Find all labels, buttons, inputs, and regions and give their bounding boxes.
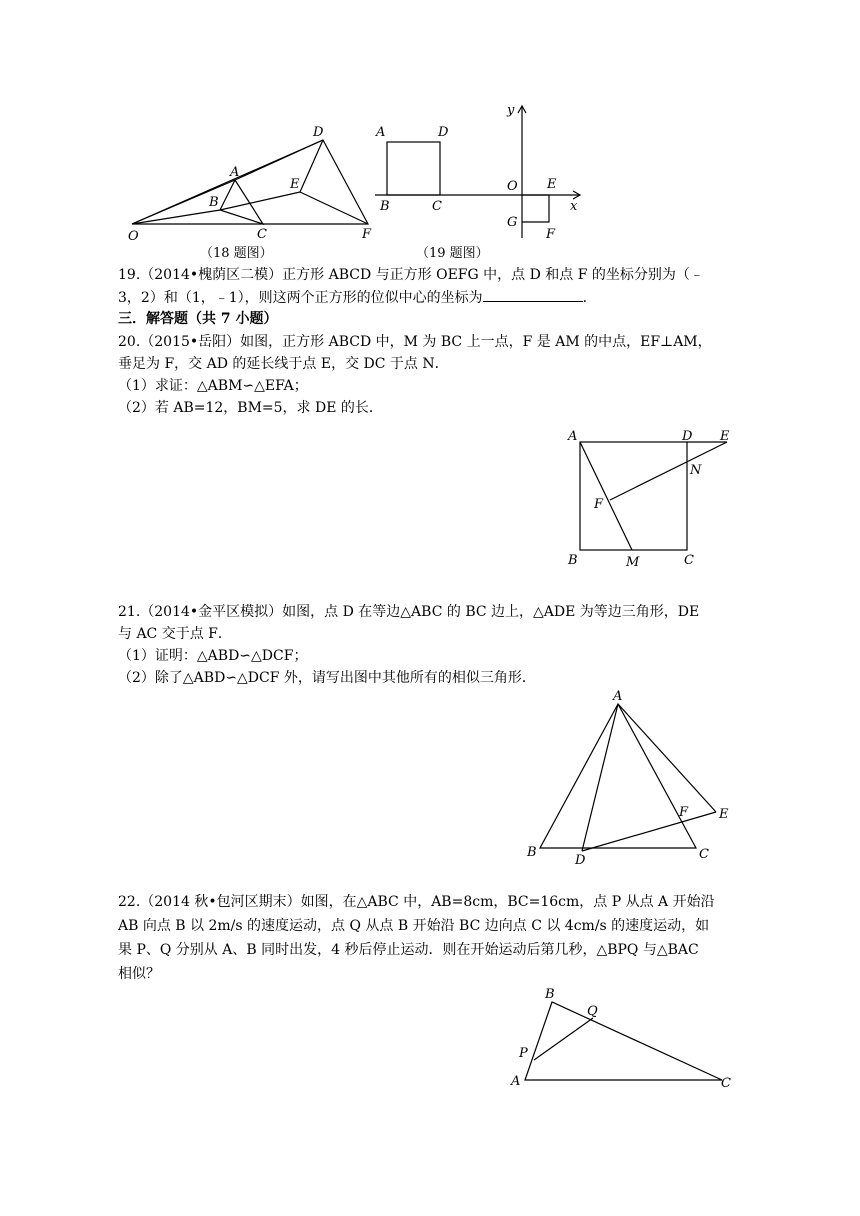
figure-21 xyxy=(520,690,740,865)
fig21-label-a: A xyxy=(613,690,623,704)
fig19-label-y: y xyxy=(507,103,515,118)
fig19-square-oefg xyxy=(522,195,549,222)
fig20-label-n: N xyxy=(690,463,702,478)
fig22-label-c: C xyxy=(721,1076,731,1091)
fig22-label-p: P xyxy=(519,1046,528,1061)
fig20-square-abcd xyxy=(580,442,687,550)
q19-answer-blank xyxy=(483,288,583,302)
fig21-label-c: C xyxy=(699,847,709,862)
fig18-line-ad xyxy=(235,140,323,180)
q22-line-1: 22.（2014 秋•包河区期末）如图，在△ABC 中，AB=8cm，BC=16cm，点 P 从点 A 开始沿 xyxy=(118,894,715,910)
fig18-caption: （18 题图） xyxy=(200,246,273,261)
fig18-line-oa xyxy=(132,180,235,224)
q21-line-2: 与 AC 交于点 F． xyxy=(118,626,232,642)
fig19-label-e: E xyxy=(547,177,557,192)
fig18-label-e: E xyxy=(290,177,300,192)
q19-line-2-end: . xyxy=(582,290,588,306)
fig20-label-f: F xyxy=(594,497,604,512)
q22-line-3: 果 P、Q 分别从 A、B 同时出发，4 秒后停止运动．则在开始运动后第几秒，△BPQ 与△BAC xyxy=(118,942,699,958)
q19-line-1: 19.（2014•槐荫区二模）正方形 ABCD 与正方形 OEFG 中，点 D 和点 F 的坐标分别为（﹣ xyxy=(118,267,704,283)
fig20-label-a: A xyxy=(568,429,578,444)
fig18-label-o: O xyxy=(128,229,139,244)
fig22-line-pq xyxy=(534,1018,593,1060)
fig19-caption: （19 题图） xyxy=(416,246,489,261)
fig19-label-b: B xyxy=(380,199,390,214)
fig21-label-b: B xyxy=(527,845,537,860)
fig18-label-a: A xyxy=(230,165,240,180)
fig18-outer-triangle xyxy=(132,140,368,224)
fig21-line-ad xyxy=(582,704,618,851)
figure-19 xyxy=(370,100,590,242)
q20-line-2: 垂足为 F，交 AD 的延长线于点 E，交 DC 于点 N． xyxy=(118,356,449,372)
section-3-title: 三．解答题（共 7 小题） xyxy=(118,311,278,327)
fig19-label-o: O xyxy=(507,179,518,194)
fig22-label-a: A xyxy=(511,1074,521,1089)
figure-22 xyxy=(505,985,740,1095)
fig20-line-am xyxy=(580,442,632,550)
fig18-label-b: B xyxy=(209,195,219,210)
q20-part-1: （1）求证：△ABM∽△EFA； xyxy=(118,378,308,394)
q20-line-1: 20.（2015•岳阳）如图，正方形 ABCD 中，M 为 BC 上一点，F 是 AM 的中点，EF⊥AM， xyxy=(118,334,712,350)
fig22-label-b: B xyxy=(545,987,555,1002)
q21-part-1: （1）证明：△ABD∽△DCF； xyxy=(118,648,308,664)
fig20-label-m: M xyxy=(626,555,640,570)
q19-line-2-text: 3，2）和（1，﹣1），则这两个正方形的位似中心的坐标为 xyxy=(118,290,483,306)
fig19-label-a: A xyxy=(376,125,386,140)
fig21-line-ae xyxy=(618,704,716,812)
fig18-line-ob xyxy=(132,210,220,224)
fig20-label-e: E xyxy=(720,429,730,444)
fig22-label-q: Q xyxy=(587,1004,598,1019)
fig19-label-c: C xyxy=(432,199,442,214)
fig21-label-d: D xyxy=(575,853,586,865)
q19-line-2 xyxy=(118,288,740,307)
q20-part-2: （2）若 AB=12，BM=5，求 DE 的长． xyxy=(118,400,383,416)
fig20-label-c: C xyxy=(684,553,694,568)
fig20-line-fe xyxy=(610,442,727,500)
fig21-triangle-abc xyxy=(540,704,696,848)
q21-line-1: 21.（2014•金平区模拟）如图，点 D 在等边△ABC 的 BC 边上，△ADE 为等边三角形，DE xyxy=(118,604,700,620)
fig21-label-f: F xyxy=(679,805,689,820)
figure-20 xyxy=(560,422,740,572)
fig19-square-abcd xyxy=(387,142,440,195)
fig20-label-b: B xyxy=(568,553,578,568)
fig22-triangle-abc xyxy=(525,1002,722,1080)
q22-line-2: AB 向点 B 以 2m/s 的速度运动，点 Q 从点 B 开始沿 BC 边向点 C 以 4cm/s 的速度运动，如 xyxy=(118,918,710,934)
q21-part-2: （2）除了△ABD∽△DCF 外，请写出图中其他所有的相似三角形． xyxy=(118,670,536,686)
figure-18 xyxy=(120,118,380,248)
fig18-label-d: D xyxy=(313,125,324,140)
fig21-line-de xyxy=(582,812,716,851)
fig18-line-be xyxy=(220,192,300,210)
fig18-label-c: C xyxy=(257,227,267,242)
fig19-label-x: x xyxy=(570,199,578,214)
fig19-label-d: D xyxy=(438,125,449,140)
fig18-triangle-def xyxy=(300,140,368,224)
fig19-label-f: F xyxy=(546,227,556,242)
fig18-label-f: F xyxy=(362,227,372,242)
fig21-label-e: E xyxy=(719,807,729,822)
fig20-label-d: D xyxy=(682,429,693,444)
q22-line-4: 相似？ xyxy=(118,966,160,982)
fig19-label-g: G xyxy=(507,215,518,230)
